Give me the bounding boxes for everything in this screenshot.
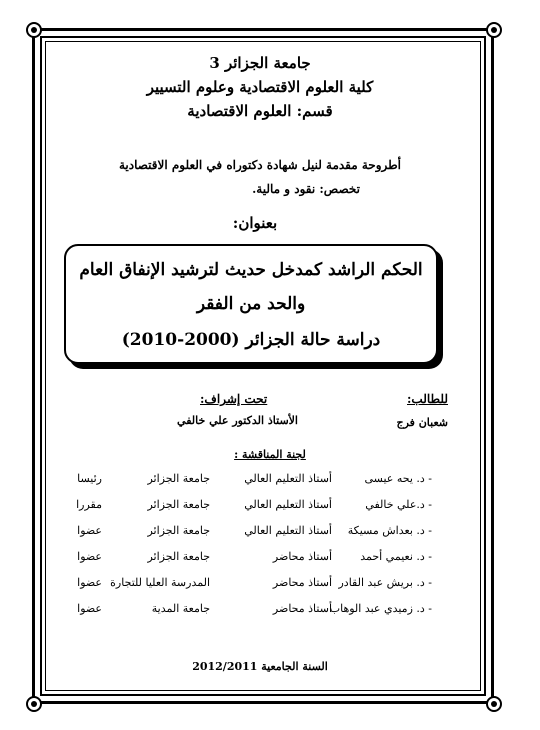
corner-ornament-icon xyxy=(486,696,502,712)
member-name: - د. بريش عبد القادر xyxy=(338,576,432,589)
thesis-title-box xyxy=(64,244,438,364)
thesis-title-line2: والحد من الفقر xyxy=(196,294,306,314)
member-title: أستاذ محاضر xyxy=(272,550,332,563)
committee-row xyxy=(0,524,540,544)
member-name: - د.علي خالفي xyxy=(365,498,432,511)
member-role: عضوا xyxy=(77,576,102,589)
member-name: - د. نعيمي أحمد xyxy=(360,550,432,563)
committee-title: لجنة المناقشة : xyxy=(234,448,306,461)
member-institution: جامعة المدية xyxy=(151,602,210,615)
committee-row xyxy=(0,498,540,518)
entitled-label: بعنوان: xyxy=(232,214,278,232)
corner-ornament-icon xyxy=(26,22,42,38)
thesis-specialty: تخصص: نقود و مالية. xyxy=(252,182,360,196)
committee-row xyxy=(0,576,540,596)
student-label: للطالب: xyxy=(407,392,448,406)
member-role: عضوا xyxy=(77,524,102,537)
member-institution: جامعة الجزائر xyxy=(147,472,210,485)
university-name: جامعة الجزائر 3 xyxy=(209,54,311,72)
member-title: أستاذ التعليم العالي xyxy=(244,472,332,485)
member-title: أستاذ التعليم العالي xyxy=(244,498,332,511)
thesis-title-line1: الحكم الراشد كمدخل حديث لترشيد الإنفاق العام xyxy=(79,260,423,280)
committee-row xyxy=(0,550,540,570)
academic-year: السنة الجامعية 2012/2011 xyxy=(192,660,328,673)
corner-ornament-icon xyxy=(26,696,42,712)
member-title: أستاذ محاضر xyxy=(272,576,332,589)
supervisor-name: الأستاذ الدكتور علي خالفي xyxy=(177,414,298,427)
member-institution: جامعة الجزائر xyxy=(147,524,210,537)
member-role: عضوا xyxy=(77,602,102,615)
member-name: - د. بعداش مسيكة xyxy=(347,524,432,537)
faculty-name: كلية العلوم الاقتصادية وعلوم التسيير xyxy=(146,78,374,96)
member-role: رئيسا xyxy=(77,472,102,485)
member-institution: المدرسة العليا للتجارة xyxy=(110,576,210,589)
member-title: أستاذ التعليم العالي xyxy=(244,524,332,537)
member-name: - د. يحه عيسى xyxy=(364,472,432,485)
member-institution: جامعة الجزائر xyxy=(147,550,210,563)
student-name: شعبان فرج xyxy=(396,416,448,429)
department-name: قسم: العلوم الاقتصادية xyxy=(187,102,333,120)
committee-row xyxy=(0,602,540,622)
member-role: مقررا xyxy=(76,498,102,511)
member-name: - د. زميدي عبد الوهاب xyxy=(329,602,432,615)
thesis-description: أطروحة مقدمة لنيل شهادة دكتوراه في العلوم الاقتصادية xyxy=(118,158,402,172)
thesis-title-line3: دراسة حالة الجزائر (2000-2010) xyxy=(121,330,381,350)
member-role: عضوا xyxy=(77,550,102,563)
committee-row xyxy=(0,472,540,492)
member-title: أستاذ محاضر xyxy=(272,602,332,615)
member-institution: جامعة الجزائر xyxy=(147,498,210,511)
corner-ornament-icon xyxy=(486,22,502,38)
supervisor-label: تحت إشراف: xyxy=(200,392,268,406)
